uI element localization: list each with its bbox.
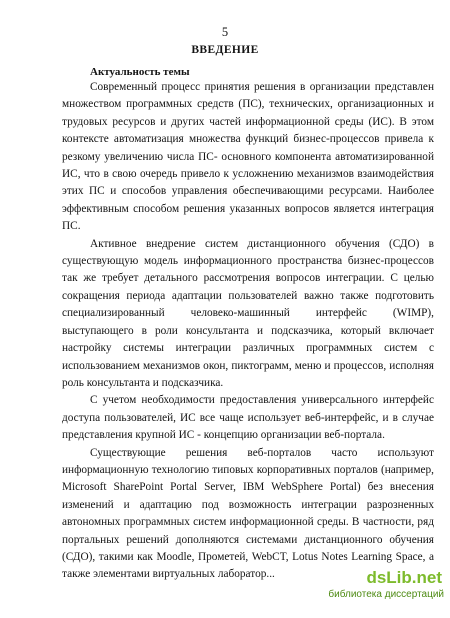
section-subtitle: Актуальность темы [90,66,190,78]
paragraph-1: Современный процесс принятия решения в организации представлен множеством программных средств (ПС), технических, организационных и трудовых ресурсов и других частей информационной среды (ИС). В этом контексте автоматизация множества функций бизнес-процессов привела к резкому увеличению числа ПС- основного компонента автоматизированной ИС, что в свою очередь привело к усложнению механизмов взаимодействия этих ПС и способов управления обеспечивающими ресурсами. Наиболее эффективным способом решения указанных вопросов является интеграция ПС. [62,81,434,233]
body-text [62,79,434,584]
page-number: 5 [221,25,229,39]
watermark-logo: dsLib.net [366,568,442,587]
paragraph-3: С учетом необходимости предоставления универсального интерфейс доступа пользователей, ИС все чаще использует веб-интерфейс, и в случае представления крупной ИС - концепцию организации веб-портала. [62,394,434,442]
paragraph-4: Существующие решения веб-порталов часто используют информационную технологию типовых корпоративных порталов (например, Microsoft SharePoint Portal Server, IBM WebSphere Portal) без внесения изменений и адаптацию под возможность интеграции разрозненных автономных программных систем информационной среды. В частности, ряд портальных решений дополняются системами дистанционного обучения (СДО), такими как Moodle, Прометей, WebCT, Lotus Notes Learning Space, а также элементами виртуальных лаборатор... [62,446,434,581]
paragraph-2: Активное внедрение систем дистанционного обучения (СДО) в существующую модель информационного пространства бизнес-процессов так же требует детального рассмотрения вопросов интеграции. С целью сокращения периода адаптации пользователей важно также подготовить специализированный человеко-машинный интерфейс (WIMP), выступающего в роли консультанта и подсказчика, который включает настройку системы интеграции различных программных систем с использованием механизмов окон, пиктограмм, меню и процессов, исполняя роль консультанта и подсказчика. [62,237,434,389]
watermark-caption: библиотека диссертаций [328,589,444,600]
watermark [328,568,450,618]
chapter-title: ВВЕДЕНИЕ [191,44,259,56]
